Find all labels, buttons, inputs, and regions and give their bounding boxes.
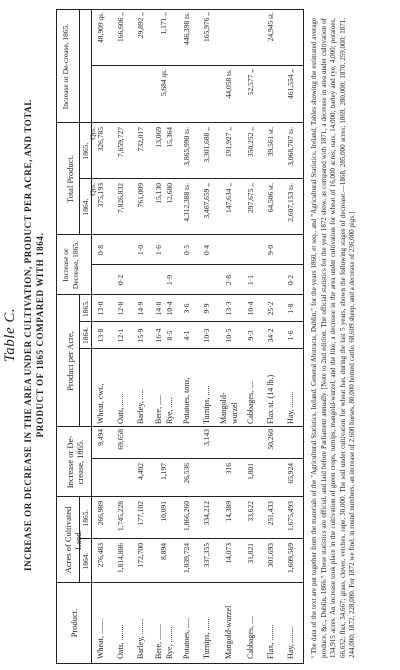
cell-acres-1865: 1,066,260 — [182, 501, 191, 531]
cell-total-1865: 7,659,727 — [116, 127, 125, 157]
cell-acres-1865: 251,433 — [266, 501, 275, 526]
header-product: Product. — [69, 608, 79, 638]
subtitle-line-2: PRODUCT OF 1865 COMPARED WITH 1864. — [35, 232, 45, 438]
cell-total-1865: 732,017 — [136, 127, 145, 152]
subtitle-line-1: INCREASE OR DECREASE IN THE AREA UNDER CULTIVATION, PRODUCT PER ACRE, AND TOTAL — [23, 99, 33, 571]
cell-acres-1864: 337,355 — [202, 543, 211, 568]
cell-total-1865: 13,069 15,364 — [154, 127, 174, 148]
cell-total-decrease: 165,976 ,, — [202, 12, 211, 42]
cell-decrease: 50,260 — [266, 429, 275, 450]
table-subtitle — [22, 30, 46, 640]
cell-acres-1864: 1,609,569 — [286, 543, 295, 573]
cell-acres-1864: 1,814,886 — [116, 543, 125, 573]
cell-per-acre-1864: 9·3 — [246, 330, 255, 341]
row-label: Bere, ........ Rye, ........ — [154, 623, 174, 659]
cell-increase: 65,924 — [286, 463, 295, 484]
cell-total-increase: 5,684 qs. — [159, 69, 168, 97]
cell-unit: Wheat, cwt., — [96, 383, 105, 424]
cell-total-1865: 326,785 — [96, 127, 105, 152]
cell-decrease: 9,494 — [96, 429, 105, 446]
cell-total-1865: 39,561 st. — [266, 127, 275, 157]
cell-total-1864: 15,130 12,680 — [154, 183, 174, 204]
row-label: Hay, ........ — [286, 626, 295, 659]
cell-acres-1865: 1,745,228 — [116, 501, 125, 531]
header-acres-1864: 1864. — [81, 552, 90, 570]
cell-per-acre-1864: 13·8 — [96, 328, 105, 343]
header-total-1864: 1864. — [81, 198, 90, 216]
header-incdec-acres: Increase or De-crease, 1865. — [65, 435, 85, 489]
total-unit-1865: Qrs. — [88, 127, 97, 140]
cell-per-acre-1865: 14·8 10·4 — [154, 301, 174, 316]
cell-per-acre-1865: 13·3 — [224, 301, 233, 316]
total-unit-1864: Qrs. — [88, 183, 97, 196]
row-label: Wheat, ........ — [96, 618, 105, 659]
cell-per-acre-1865: 25·2 — [266, 301, 275, 316]
cell-decrease: 3,143 — [202, 429, 211, 446]
cell-per-acre-increase: 0·2 — [286, 275, 295, 285]
row-label: Cabbages, .... — [246, 615, 255, 659]
cell-per-acre-1865: 13·0 — [96, 301, 105, 316]
cell-total-decrease: 29,892 ,, — [136, 12, 145, 39]
cell-per-acre-1865: 10·4 — [246, 301, 255, 316]
cell-per-acre-1865: 3·6 — [182, 303, 191, 314]
cell-total-1865: 350,252 ,, — [246, 127, 255, 157]
cell-total-1864: 4,312,388 ts. — [182, 183, 191, 222]
cell-acres-1864: 172,700 — [136, 543, 145, 568]
header-acres-1865: 1865. — [81, 509, 90, 527]
cell-per-acre-decrease: 9·0 — [266, 245, 275, 255]
cell-per-acre-decrease: 0·4 — [202, 245, 211, 255]
footnote: ¹ The data of the text are put together from the materials of the "Agricultural Statistics, Ireland, General Abstracts, Dublin," for the years 1860, et seq., and "Agricultural Statistics, Ireland, Tables showing the estimated average produce, &c., Dublin, 1866." These statistics are official, and laid before Parliament annually. [Note to 2nd edition. The official statistics for the year 1872 show, as compared with 1871, a decrease in area under cultivation of 134,915 acres. An increase took place in the cultivation of green crops, turnips, mangold-wurzel, and the like; a decrease in the area under cultivation for wheat of 16,000 acres; oats, 14,000; barley and rye, 4,000; potatoes, 66,632; flax, 34,667; grass, clover, vetches, rape, 30,000. The soil under cultivation for wheat has, during the last 5 years, shown the following stages of decrease:—1868, 285,000 acres; 1869, 280,000; 1870, 259,000; 1871, 244,000; 1872, 228,000. For 1872 we find, in round numbers, an increase of 2,600 horses, 80,000 horned cattle, 68,609 sheep, and a decrease of 236,000 pigs.] — [310, 18, 356, 658]
row-label: Flax, ........ — [266, 624, 275, 659]
cell-total-1864: 2,607,153 ts. — [286, 183, 295, 222]
statistics-table — [56, 9, 304, 664]
cell-acres-1865: 10,091 — [159, 501, 168, 522]
cell-unit: Potatoes, tons, — [182, 377, 191, 424]
row-label: Oats, ........ — [116, 624, 125, 659]
column-rule — [57, 496, 303, 497]
cell-unit: Turnips, ..... — [202, 385, 211, 424]
cell-total-decrease: 446,398 ts. — [182, 12, 191, 46]
cell-per-acre-decrease: 1·6 — [154, 245, 163, 255]
cell-total-decrease: 24,945 st. — [266, 12, 275, 42]
cell-per-acre-decrease: 1·0 — [136, 245, 145, 255]
cell-per-acre-1864: 12·1 — [116, 328, 125, 343]
cell-acres-1865: 266,989 — [96, 501, 105, 526]
cell-total-1864: 3,467,659 ,, — [202, 183, 211, 219]
cell-per-acre-1864: 16·4 8·5 — [154, 328, 174, 343]
row-label: Mangold-wurzel — [224, 605, 233, 659]
cell-acres-1865: 177,102 — [136, 501, 145, 526]
cell-total-1865: 191,927 ,, — [224, 127, 233, 157]
header-incdec-total: Increase or De-crease, 1865. — [61, 23, 70, 110]
cell-acres-1865: 33,622 — [246, 501, 255, 522]
cell-total-1864: 7,826,832 — [116, 183, 125, 213]
header-acres: Acres of Cultivated Land. — [63, 506, 83, 574]
header-rule — [91, 10, 92, 663]
cell-acres-1864: 8,894 — [159, 543, 168, 560]
header-incdec-per-acre: Increase or Decrease, 1865. — [61, 240, 80, 290]
row-label: Turnips, ...... — [202, 618, 211, 659]
header-rule — [79, 10, 80, 235]
cell-unit: Hay, ........ — [286, 391, 295, 424]
cell-per-acre-1865: 14·9 — [136, 301, 145, 316]
cell-decrease: 69,658 — [116, 429, 125, 450]
cell-per-acre-increase: 0·2 — [116, 275, 125, 285]
cell-unit: Flax st. (14 lb.) — [266, 374, 275, 424]
cell-unit: Cabbages, .... — [246, 380, 255, 424]
cell-increase: 316 — [224, 463, 233, 475]
cell-per-acre-increase: 1·1 — [246, 275, 255, 285]
cell-per-acre-decrease: 0·8 — [96, 245, 105, 255]
header-per-acre: Product per Acre, — [65, 331, 75, 391]
header-rule — [79, 295, 80, 427]
column-rule — [57, 122, 303, 123]
cell-acres-1865: 1,675,493 — [286, 501, 295, 531]
header-per-acre-1864: 1864. — [81, 327, 90, 344]
cell-per-acre-1864: 15·9 — [136, 328, 145, 343]
cell-total-1865: 3,068,707 ts. — [286, 127, 295, 166]
cell-total-increase: 461,554 ,, — [286, 69, 295, 99]
cell-per-acre-1865: 12·8 — [116, 301, 125, 316]
cell-total-increase: 52,577 ,, — [246, 69, 255, 96]
cell-total-decrease: 1,171 ,, — [159, 12, 168, 35]
header-total: Total Product. — [65, 154, 75, 204]
cell-increase: 4,402 — [136, 463, 145, 480]
cell-total-1864: 147,634 ,, — [224, 183, 233, 213]
cell-total-1864: 761,009 — [136, 183, 145, 208]
cell-total-1864: 375,193 — [96, 183, 105, 208]
cell-per-acre-1864: 1·6 — [286, 330, 295, 341]
cell-total-1864: 64,506 st. — [266, 183, 275, 213]
header-total-1865: 1865. — [81, 142, 90, 160]
cell-acres-1864: 276,483 — [96, 543, 105, 568]
column-rule — [57, 426, 303, 427]
cell-per-acre-decrease: 0·5 — [182, 245, 191, 255]
cell-acres-1864: 1,039,724 — [182, 543, 191, 573]
cell-per-acre-1864: 10·5 — [224, 328, 233, 343]
cell-acres-1864: 14,073 — [224, 543, 233, 564]
cell-per-acre-1865: 1·8 — [286, 303, 295, 314]
row-label: Barley, ........ — [136, 618, 145, 659]
cell-acres-1865: 14,389 — [224, 501, 233, 522]
cell-total-increase: 44,058 ts. — [224, 69, 233, 99]
cell-acres-1864: 301,693 — [266, 543, 275, 568]
cell-total-decrease: 48,909 qs. — [96, 12, 105, 44]
cell-per-acre-1864: 4·1 — [182, 330, 191, 341]
row-label: Potatoes, ..... — [182, 617, 191, 659]
cell-acres-1865: 334,212 — [202, 501, 211, 526]
cell-total-decrease: 166,606 ,, — [116, 12, 125, 42]
cell-per-acre-1865: 9·9 — [202, 303, 211, 314]
cell-per-acre-increase: 1·9 — [165, 275, 174, 285]
cell-acres-1864: 31,821 — [246, 543, 255, 564]
cell-per-acre-increase: 2·8 — [224, 275, 233, 285]
cell-total-1864: 297,675 ,, — [246, 183, 255, 213]
cell-unit: Barley, ..... — [136, 389, 145, 424]
cell-increase: 1,801 — [246, 463, 255, 480]
cell-unit: Oats, ...... — [116, 393, 125, 424]
cell-total-1865: 3,865,990 ts. — [182, 127, 191, 166]
cell-per-acre-1864: 10·3 — [202, 328, 211, 343]
cell-total-1865: 3,301,688 ,, — [202, 127, 211, 163]
cell-per-acre-1864: 34·2 — [266, 328, 275, 343]
header-per-acre-1865: 1865. — [81, 300, 90, 317]
cell-increase: 26,536 — [182, 463, 191, 484]
cell-unit: Mangold- wurzel — [219, 392, 239, 424]
page-title: Table C. — [2, 307, 18, 363]
cell-increase: 1,197 — [159, 463, 168, 480]
cell-unit: Bere, ..... Rye, ..... — [154, 394, 174, 424]
